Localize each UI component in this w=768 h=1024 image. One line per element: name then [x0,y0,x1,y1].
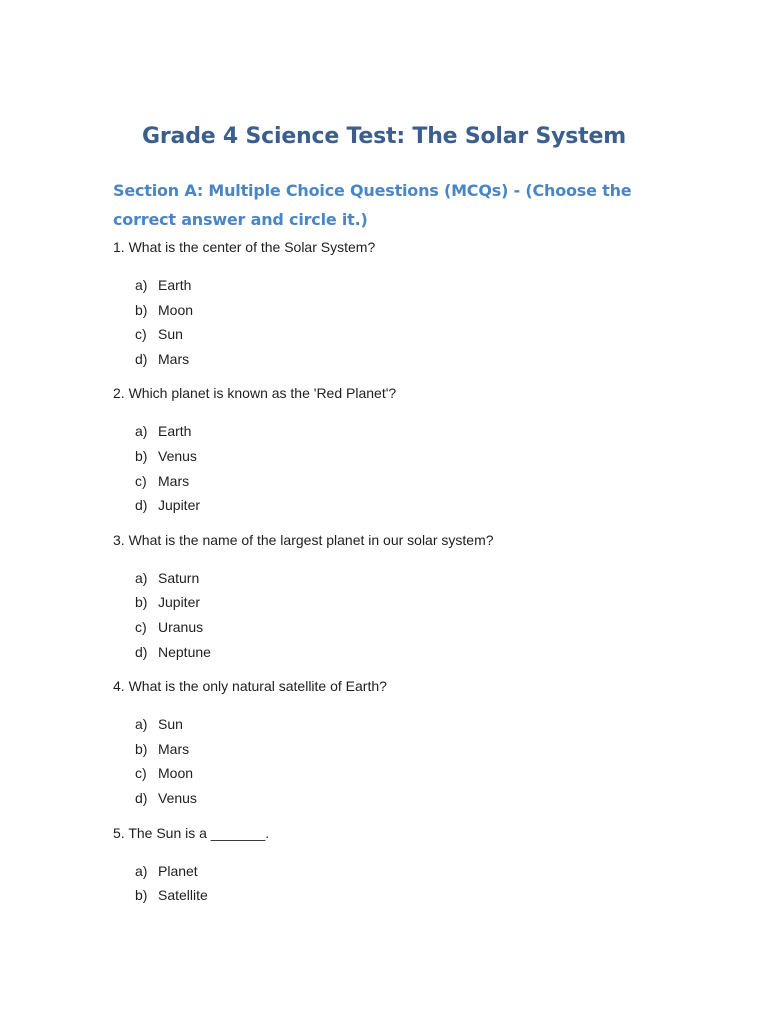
question-list [113,237,673,908]
question-text: 1. What is the center of the Solar System? [113,239,376,255]
option-item [135,761,673,786]
option-item [135,712,673,737]
option-letter: b) [135,301,148,318]
option-letter: a) [135,862,148,879]
option-text: Jupiter [158,497,201,514]
option-letter: c) [135,326,147,343]
option-text: Jupiter [158,594,201,611]
option-item [135,469,673,494]
question-3 [113,530,673,664]
option-item [135,347,673,372]
option-letter: a) [135,277,148,293]
question-text: 5. The Sun is a _______. [113,824,270,841]
option-text: Mars [158,350,190,367]
spacer [113,371,673,383]
option-letter: d) [135,789,148,806]
option-item [135,493,673,518]
option-item [135,566,673,591]
option-text: Moon [158,765,194,782]
option-letter: c) [135,765,147,782]
option-list [113,273,673,371]
option-item [135,590,673,615]
page-title: Grade 4 Science Test: The Solar System [142,124,626,149]
question-2 [113,383,673,517]
option-text: Sun [158,716,183,733]
option-letter: b) [135,740,148,757]
option-text: Venus [158,789,197,806]
option-letter: c) [135,618,147,635]
question-text: 3. What is the name of the largest planet in our solar system? [113,531,494,548]
section-a-heading-line1: Section A: Multiple Choice Questions (MCQs) - (Choose the [113,181,632,200]
option-text: Venus [158,447,197,464]
option-text: Sun [158,326,183,343]
section-a-heading-line2: correct answer and circle it.) [113,210,368,229]
option-text: Saturn [158,569,200,586]
option-item [135,419,673,444]
question-5 [113,823,673,908]
option-text: Earth [158,423,192,440]
option-item [135,444,673,469]
section-a-heading [113,176,633,234]
option-list [113,859,673,908]
question-4 [113,676,673,810]
option-item [135,298,673,323]
option-letter: a) [135,569,148,586]
option-text: Uranus [158,618,204,635]
spacer [113,664,673,676]
option-item [135,640,673,665]
option-letter: a) [135,423,148,440]
option-text: Earth [158,277,192,293]
option-letter: d) [135,497,148,514]
option-letter: b) [135,887,148,904]
option-text: Planet [158,862,198,879]
option-letter: c) [135,472,147,489]
option-letter: d) [135,643,148,660]
option-text: Mars [158,472,190,489]
option-letter: a) [135,716,148,733]
option-item [135,859,673,884]
option-text: Mars [158,740,190,757]
option-list [113,566,673,664]
option-item [135,737,673,762]
option-list [113,712,673,810]
option-text: Moon [158,301,194,318]
question-text: 2. Which planet is known as the 'Red Planet'? [113,385,397,402]
option-item [135,786,673,811]
option-list [113,419,673,517]
option-letter: d) [135,350,148,367]
question-text: 4. What is the only natural satellite of Earth? [113,678,387,695]
spacer [113,518,673,530]
option-item [135,273,673,298]
option-item [135,615,673,640]
option-text: Neptune [158,643,211,660]
option-item [135,322,673,347]
option-text: Satellite [158,887,208,904]
question-1 [113,237,673,371]
option-letter: b) [135,447,148,464]
spacer [113,811,673,823]
option-letter: b) [135,594,148,611]
option-item [135,883,673,908]
